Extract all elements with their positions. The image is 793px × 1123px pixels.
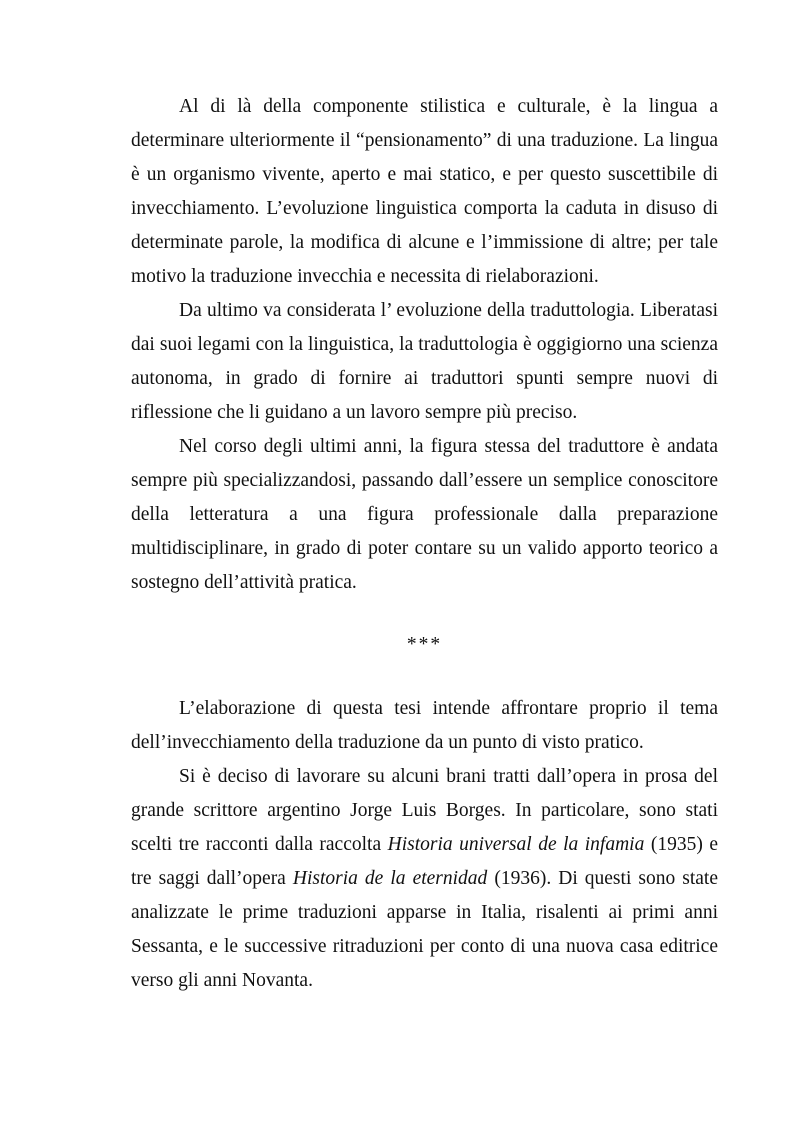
book-title-eternidad: Historia de la eternidad: [292, 868, 488, 889]
paragraph-thesis-aim: L’elaborazione di questa tesi intende affrontare proprio il tema dell’invecchiamento della traduzione da un punto di visto pratico.: [131, 698, 718, 753]
section-separator: ***: [406, 634, 443, 655]
paragraph-language-aging: Al di là della componente stilistica e culturale, è la lingua a determinare ulteriormente il “pensionamento” di una traduzione. La lingua è un organismo vivente, aperto e mai statico, e per questo suscettibile di invecchiamento. L’evoluzione linguistica comporta la caduta in disuso di determinate parole, la modifica di alcune e l’immissione di altre; per tale motivo la traduzione invecchia e necessita di rielaborazioni.: [131, 96, 718, 287]
book-title-infamia: Historia universal de la infamia: [387, 834, 645, 855]
document-page: [131, 90, 718, 998]
paragraph-borges-corpus: [131, 760, 718, 998]
borges-text-part-2: (1935) e tre saggi dall’opera: [131, 834, 718, 889]
paragraph-translator-figure: Nel corso degli ultimi anni, la figura stessa del traduttore è andata sempre più specializzandosi, passando dall’essere un semplice conoscitore della letteratura a una figura professionale dalla preparazione multidisciplinare, in grado di poter contare su un valido apporto teorico a sostegno dell’attività pratica.: [131, 436, 718, 593]
borges-text-part-1: Si è deciso di lavorare su alcuni brani tratti dall’opera in prosa del grande scrittore argentino Jorge Luis Borges. In particolare, sono stati scelti tre racconti dalla raccolta: [131, 766, 718, 855]
borges-text-part-3: (1936). Di questi sono state analizzate le prime traduzioni apparse in Italia, risalenti ai primi anni Sessanta, e le successive ritraduzioni per conto di una nuova casa editrice verso gli anni Novanta.: [131, 868, 719, 991]
paragraph-translation-studies: Da ultimo va considerata l’ evoluzione della traduttologia. Liberatasi dai suoi legami con la linguistica, la traduttologia è oggigiorno una scienza autonoma, in grado di fornire ai traduttori spunti sempre nuovi di riflessione che li guidano a un lavoro sempre più preciso.: [131, 300, 718, 423]
